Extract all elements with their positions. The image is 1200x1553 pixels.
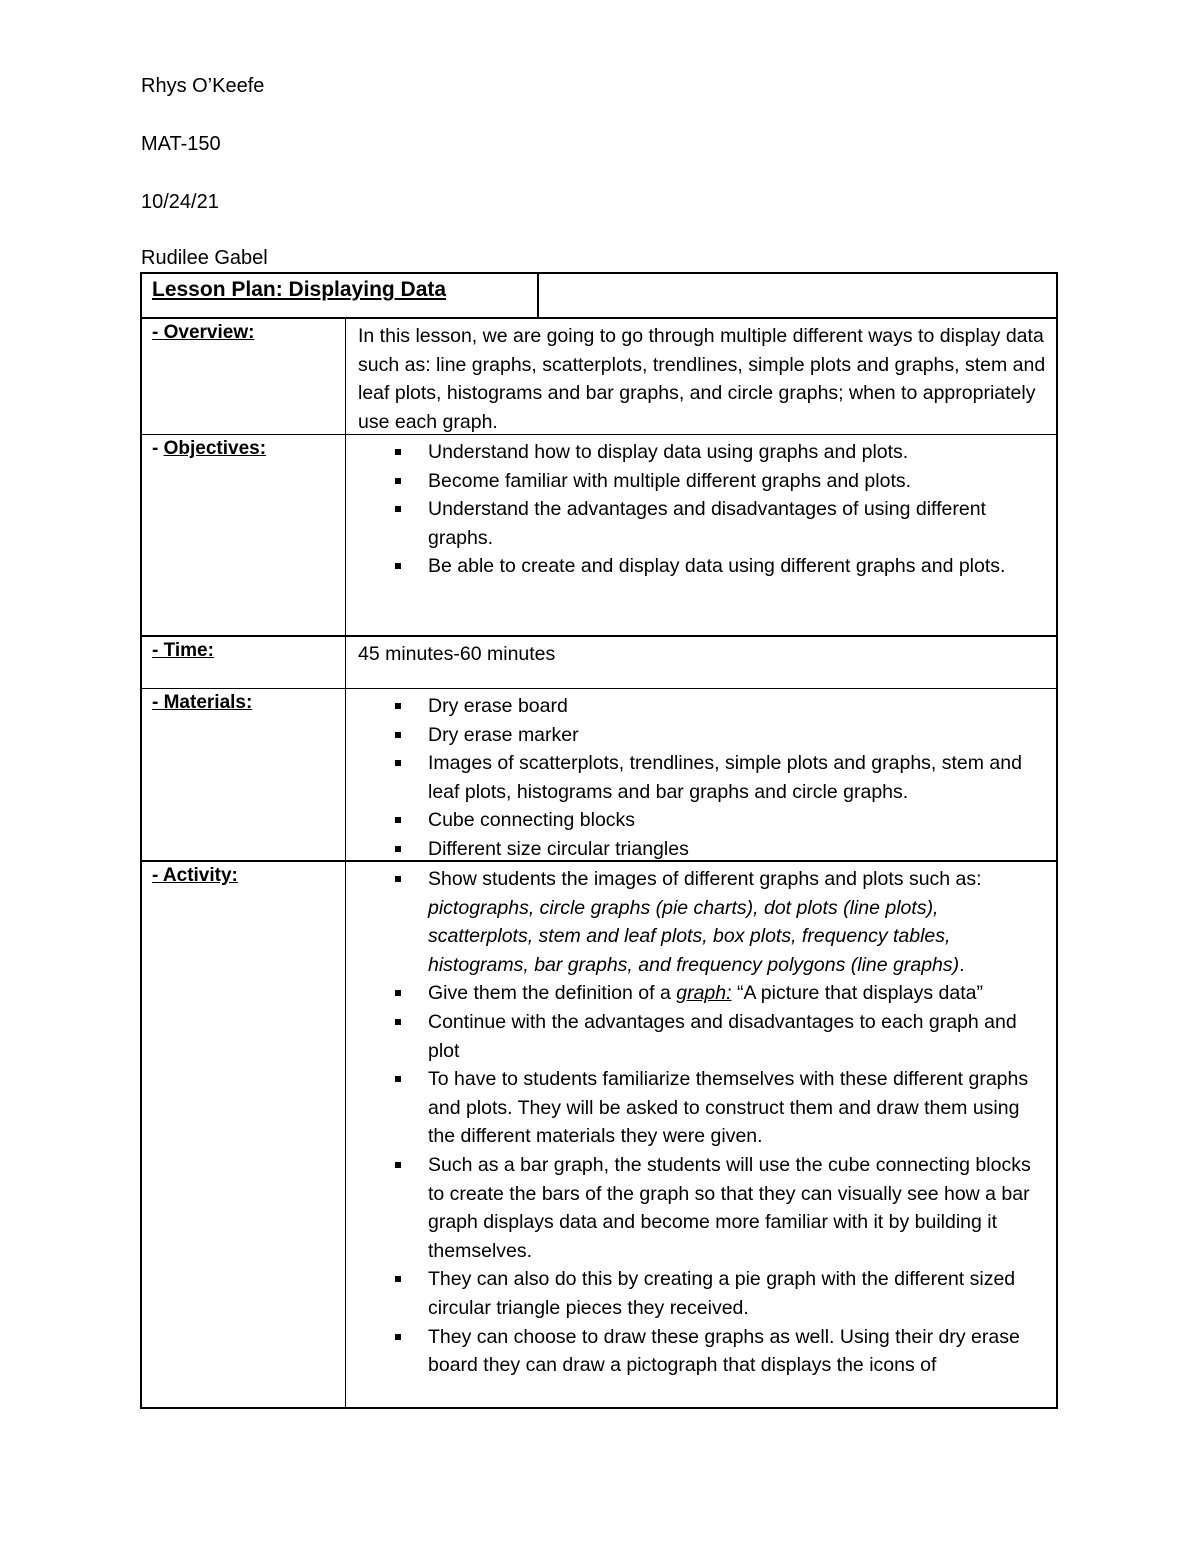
time-row — [142, 637, 1056, 689]
objective-text: Be able to create and display data using different graphs and plots. — [428, 555, 1006, 578]
list-item — [428, 467, 1046, 496]
list-item — [428, 835, 1046, 864]
objectives-label-prefix: - — [152, 438, 164, 459]
activity-text: Such as a bar graph, the students will use the cube connecting blocks to create the bars of the graph so that they can visually see how a bar graph displays data and become more familiar with it by building it themselves. — [428, 1153, 1031, 1262]
materials-content — [346, 689, 1056, 860]
graph-types-list: pictographs, circle graphs (pie charts), dot plots (line plots), scatterplots, stem and leaf plots, box plots, frequency tables, histograms, bar graphs, and frequency polygons (line graphs) — [428, 896, 960, 976]
activity-label-text: - Activity: — [152, 865, 238, 886]
overview-label-prefix: - — [152, 322, 164, 343]
material-text: Dry erase marker — [428, 723, 579, 746]
course-code: MAT-150 — [141, 133, 221, 155]
time-text: 45 minutes-60 minutes — [358, 643, 556, 665]
objectives-label — [142, 435, 346, 635]
activity-label — [142, 862, 346, 1407]
overview-label — [142, 319, 346, 434]
list-item — [428, 865, 1046, 979]
list-item — [428, 1008, 1046, 1065]
list-item — [428, 721, 1046, 750]
overview-row — [142, 319, 1056, 435]
graph-definition: “A picture that displays data” — [731, 982, 983, 1005]
material-text: Images of scatterplots, trendlines, simple plots and graphs, stem and leaf plots, histograms and bar graphs and circle graphs. — [428, 752, 1022, 803]
activity-text: Give them the definition of a — [428, 982, 677, 1005]
graph-term: graph: — [676, 982, 732, 1005]
materials-list — [358, 692, 1046, 864]
overview-text: In this lesson, we are going to go through multiple different ways to display data such as: line graphs, scatterplots, trendlines, simple plots and graphs, stem and leaf plots, histograms and bar graphs, and circle graphs; when to appropriately use each graph. — [358, 325, 1046, 433]
materials-label — [142, 689, 346, 860]
list-item — [428, 1065, 1046, 1151]
material-text: Dry erase board — [428, 695, 568, 717]
activity-text: They can also do this by creating a pie graph with the different sized circular triangle pieces they received. — [428, 1268, 1016, 1319]
title-empty-cell — [539, 274, 1056, 317]
activity-text: Show students the images of different graphs and plots such as: — [428, 868, 982, 890]
lesson-plan-title: Lesson Plan: Displaying Data — [142, 274, 539, 317]
author-name: Rhys O’Keefe — [141, 75, 265, 97]
activity-text: To have to students familiarize themselves with these different graphs and plots. They will be asked to construct them and draw them using the different materials they were given. — [428, 1068, 1029, 1148]
list-item — [428, 1265, 1046, 1322]
material-text: Different size circular triangles — [428, 837, 689, 860]
activity-text: Continue with the advantages and disadvantages to each graph and plot — [428, 1010, 1017, 1062]
activity-text: They can choose to draw these graphs as well. Using their dry erase board they can draw a pictograph that displays the icons of — [428, 1325, 1020, 1377]
objectives-row — [142, 435, 1056, 637]
objective-text: Become familiar with multiple different graphs and plots. — [428, 469, 912, 492]
list-item — [428, 979, 1046, 1008]
time-label — [142, 637, 346, 688]
materials-label-text: - Materials: — [152, 692, 253, 713]
list-item — [428, 692, 1046, 721]
overview-label-text: Overview: — [163, 322, 255, 343]
list-item — [428, 1323, 1046, 1380]
activity-text-end: . — [959, 953, 965, 976]
instructor-name: Rudilee Gabel — [141, 247, 268, 269]
list-item — [428, 552, 1046, 581]
lesson-plan-title-row — [142, 274, 1056, 319]
time-label-text: - Time: — [152, 640, 214, 661]
material-text: Cube connecting blocks — [428, 809, 636, 832]
list-item — [428, 1151, 1046, 1265]
list-item — [428, 495, 1046, 552]
objective-text: Understand the advantages and disadvantages of using different graphs. — [428, 498, 986, 549]
objective-text: Understand how to display data using graphs and plots. — [428, 441, 909, 463]
objectives-list — [358, 438, 1046, 581]
lesson-plan-table — [140, 272, 1058, 1409]
activity-row — [142, 862, 1056, 1407]
document-date: 10/24/21 — [141, 191, 219, 213]
list-item — [428, 749, 1046, 806]
objectives-label-text: Objectives: — [163, 438, 267, 459]
activity-list — [358, 865, 1046, 1380]
list-item — [428, 806, 1046, 835]
list-item — [428, 438, 1046, 467]
objectives-content — [346, 435, 1056, 635]
materials-row — [142, 689, 1056, 862]
activity-content — [346, 862, 1056, 1407]
